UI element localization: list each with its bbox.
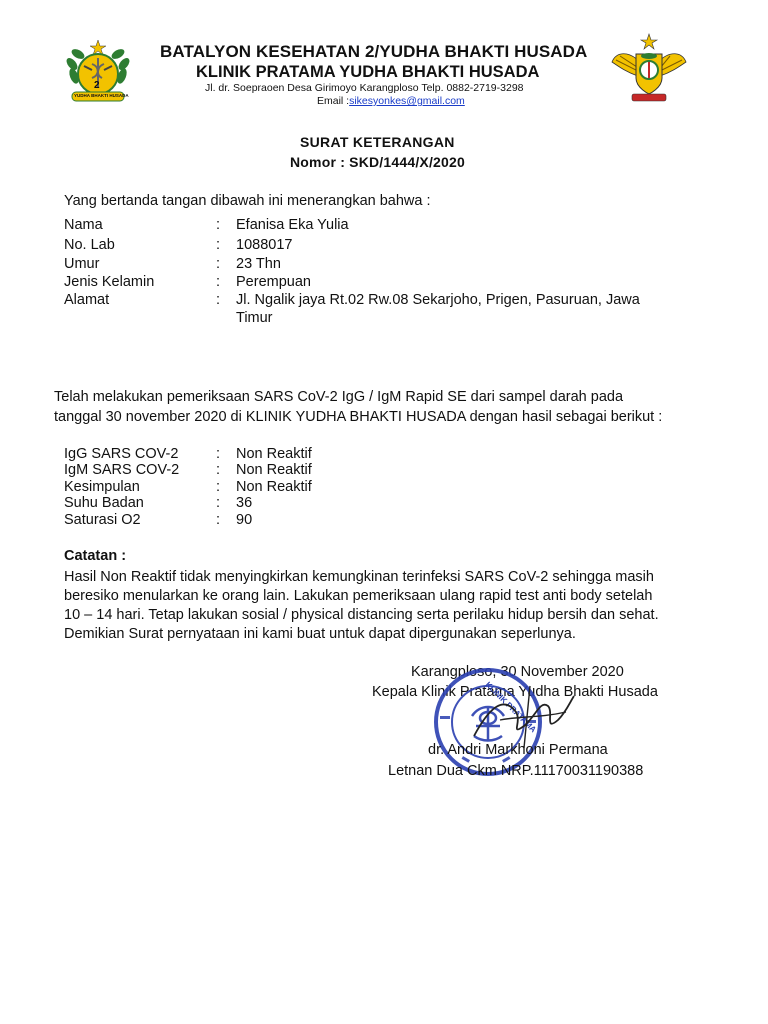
result-colon: : bbox=[216, 495, 221, 511]
field-label: No. Lab bbox=[64, 237, 115, 253]
result-value: 90 bbox=[236, 512, 253, 528]
notes-heading: Catatan : bbox=[64, 548, 127, 564]
org-address: Jl. dr. Soepraoen Desa Girimoyo Karangploso Telp. 0882-2719-3298 bbox=[205, 82, 524, 94]
left-logo-number: 2 bbox=[94, 80, 100, 91]
document-number: Nomor : SKD/1444/X/2020 bbox=[290, 154, 466, 170]
notes-line4: Demikian Surat pernyataan ini kami buat untuk dapat dipergunakan seperlunya. bbox=[64, 626, 576, 642]
field-value: 1088017 bbox=[236, 237, 293, 253]
field-label: Jenis Kelamin bbox=[64, 274, 155, 290]
field-label: Umur bbox=[64, 256, 100, 272]
field-colon: : bbox=[216, 256, 221, 272]
intro-text: Yang bertanda tangan dibawah ini menerangkan bahwa : bbox=[64, 193, 431, 209]
notes-line2: beresiko menularkan ke orang lain. Lakukan pemeriksaan ulang rapid test anti body setelah bbox=[64, 588, 653, 604]
result-colon: : bbox=[216, 512, 221, 528]
result-label: IgM SARS COV-2 bbox=[64, 462, 180, 478]
org-name-line1: BATALYON KESEHATAN 2/YUDHA BHAKTI HUSADA bbox=[160, 42, 588, 61]
signatory-rank: Letnan Dua Ckm NRP.11170031190388 bbox=[388, 763, 644, 779]
result-value: 36 bbox=[236, 495, 253, 511]
left-logo bbox=[62, 36, 134, 108]
email-link[interactable]: sikesyonkes@gmail.com bbox=[349, 95, 465, 107]
statement-line1: Telah melakukan pemeriksaan SARS CoV-2 IgG / IgM Rapid SE dari sampel darah pada bbox=[54, 389, 624, 405]
result-colon: : bbox=[216, 479, 221, 495]
signature-position: Kepala Klinik Pratama Yudha Bhakti Husada bbox=[372, 684, 658, 700]
field-colon: : bbox=[216, 237, 221, 253]
right-logo bbox=[610, 32, 688, 106]
stamp-text: KLINIK PRATAMA bbox=[483, 680, 538, 735]
document-title: SURAT KETERANGAN bbox=[300, 134, 455, 150]
result-label: Kesimpulan bbox=[64, 479, 140, 495]
result-label: IgG SARS COV-2 bbox=[64, 446, 179, 462]
field-label: Nama bbox=[64, 217, 103, 233]
notes-line3: 10 – 14 hari. Tetap lakukan sosial / physical distancing serta perilaku hidup bersih dan sehat. bbox=[64, 607, 659, 623]
field-value: Efanisa Eka Yulia bbox=[236, 217, 349, 233]
field-colon: : bbox=[216, 274, 221, 290]
org-name-line2: KLINIK PRATAMA YUDHA BHAKTI HUSADA bbox=[196, 63, 540, 81]
notes-line1: Hasil Non Reaktif tidak menyingkirkan kemungkinan terinfeksi SARS CoV-2 sehingga masih bbox=[64, 569, 654, 585]
field-colon: : bbox=[216, 217, 221, 233]
field-value: 23 Thn bbox=[236, 256, 281, 272]
org-email-line bbox=[317, 95, 465, 107]
field-colon: : bbox=[216, 292, 221, 308]
result-colon: : bbox=[216, 462, 221, 478]
field-value: Perempuan bbox=[236, 274, 311, 290]
result-value: Non Reaktif bbox=[236, 446, 312, 462]
field-label: Alamat bbox=[64, 292, 110, 308]
result-value: Non Reaktif bbox=[236, 479, 312, 495]
result-label: Suhu Badan bbox=[64, 495, 144, 511]
field-value-continued: Timur bbox=[236, 310, 273, 326]
signature-place-date: Karangploso, 30 November 2020 bbox=[411, 664, 624, 680]
left-logo-text: YUDHA BHAKTI HUSADA bbox=[74, 93, 129, 98]
result-colon: : bbox=[216, 446, 221, 462]
signatory-name: dr. Andri Markhoni Permana bbox=[428, 742, 608, 758]
result-value: Non Reaktif bbox=[236, 462, 312, 478]
field-value: Jl. Ngalik jaya Rt.02 Rw.08 Sekarjoho, Prigen, Pasuruan, Jawa bbox=[236, 292, 640, 308]
email-label: Email : bbox=[317, 95, 350, 107]
result-label: Saturasi O2 bbox=[64, 512, 141, 528]
statement-line2: tanggal 30 november 2020 di KLINIK YUDHA BHAKTI HUSADA dengan hasil sebagai berikut : bbox=[54, 409, 663, 425]
